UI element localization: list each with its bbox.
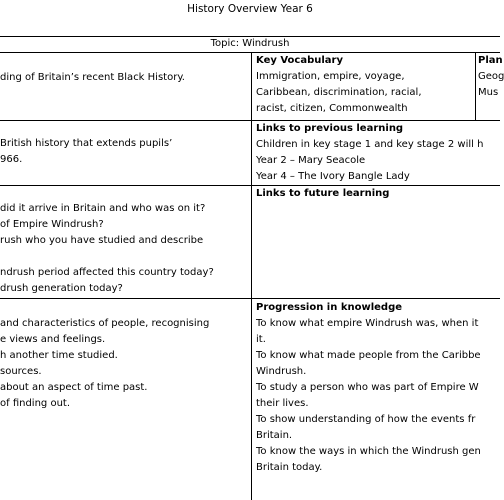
enquiry-question bbox=[0, 249, 250, 265]
vocabulary-line: Caribbean, discrimination, racial, bbox=[256, 87, 422, 98]
aims-text: ding of Britain’s recent Black History. bbox=[0, 72, 185, 83]
progression-line: it. bbox=[256, 334, 266, 345]
enquiry-question: ndrush period affected this country today? bbox=[0, 267, 214, 278]
previous-learning-line: Children in key stage 1 and key stage 2 will h bbox=[256, 139, 484, 150]
progression-cell bbox=[256, 300, 500, 476]
previous-learning-cell bbox=[256, 121, 500, 185]
enquiry-question: drush generation today? bbox=[0, 283, 123, 294]
column-rule bbox=[475, 52, 476, 120]
vocabulary-line: racist, citizen, Commonwealth bbox=[256, 103, 408, 114]
previous-learning-line: Year 2 – Mary Seacole bbox=[256, 155, 366, 166]
progression-line: To study a person who was part of Empire W bbox=[256, 382, 479, 393]
previous-learning-line: Year 4 – The Ivory Bangle Lady bbox=[256, 171, 410, 182]
previous-learning-heading: Links to previous learning bbox=[256, 123, 404, 134]
skills-line: e views and feelings. bbox=[0, 334, 106, 345]
skills-line: and characteristics of people, recognising bbox=[0, 318, 210, 329]
plan-line: Geog bbox=[478, 71, 504, 82]
enquiry-question: of Empire Windrush? bbox=[0, 219, 104, 230]
progression-line: Britain. bbox=[256, 430, 293, 441]
plan-heading: Plan bbox=[478, 55, 503, 66]
overview-table bbox=[0, 36, 504, 500]
progression-line: To show understanding of how the events fr bbox=[256, 414, 476, 425]
plan-line: Mus bbox=[478, 87, 499, 98]
plan-cell bbox=[478, 53, 504, 101]
enquiry-questions-cell bbox=[0, 201, 250, 297]
column-rule bbox=[251, 52, 252, 500]
progression-line: Windrush. bbox=[256, 366, 307, 377]
progression-line: To know the ways in which the Windrush gen bbox=[256, 446, 481, 457]
vocabulary-cell bbox=[256, 53, 474, 117]
table-rule bbox=[0, 298, 500, 299]
context-cell bbox=[0, 136, 250, 168]
skills-line: about an aspect of time past. bbox=[0, 382, 148, 393]
skills-line: h another time studied. bbox=[0, 350, 118, 361]
aims-cell bbox=[0, 70, 250, 86]
enquiry-question: rush who you have studied and describe bbox=[0, 235, 204, 246]
progression-line: To know what made people from the Caribbe bbox=[256, 350, 481, 361]
progression-heading: Progression in knowledge bbox=[256, 302, 403, 313]
context-line: 966. bbox=[0, 154, 23, 165]
skills-cell bbox=[0, 316, 250, 412]
progression-line: their lives. bbox=[256, 398, 309, 409]
vocabulary-line: Immigration, empire, voyage, bbox=[256, 71, 405, 82]
skills-line: sources. bbox=[0, 366, 42, 377]
future-learning-heading: Links to future learning bbox=[256, 188, 390, 199]
vocabulary-heading: Key Vocabulary bbox=[256, 55, 343, 66]
future-learning-cell bbox=[256, 186, 500, 202]
document-title: History Overview Year 6 bbox=[187, 3, 313, 15]
enquiry-question: did it arrive in Britain and who was on it? bbox=[0, 203, 206, 214]
topic-heading: Topic: Windrush bbox=[210, 38, 290, 49]
context-line: British history that extends pupils’ bbox=[0, 138, 173, 149]
progression-line: Britain today. bbox=[256, 462, 323, 473]
skills-line: of finding out. bbox=[0, 398, 70, 409]
progression-line: To know what empire Windrush was, when it bbox=[256, 318, 479, 329]
